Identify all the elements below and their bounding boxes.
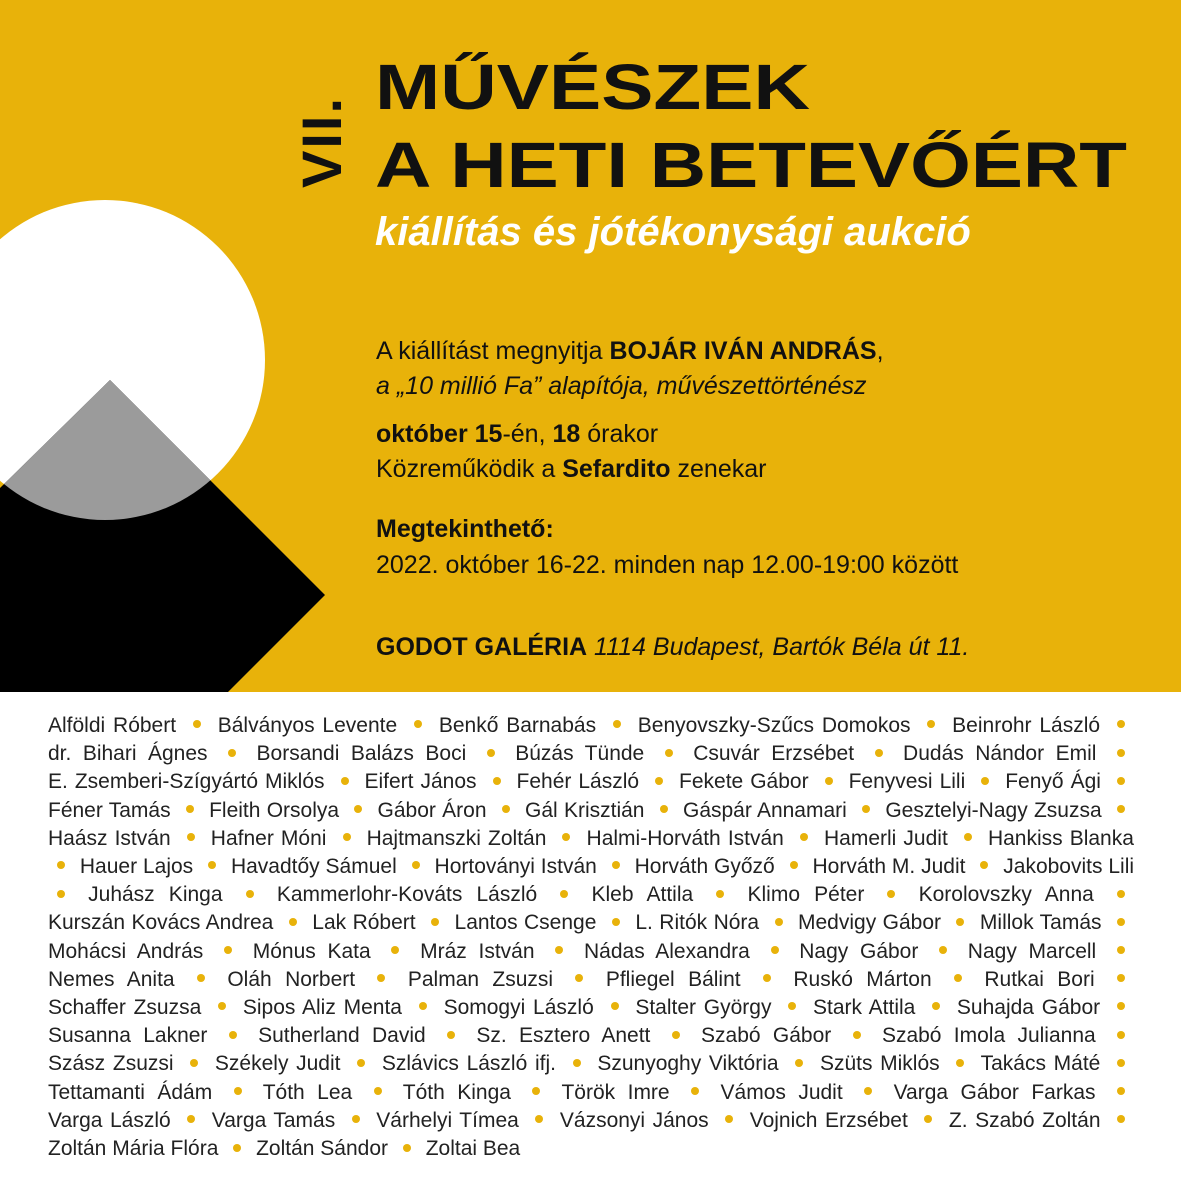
subtitle: kiállítás és jótékonysági aukció: [375, 210, 971, 254]
artist-name: Jakobovits Lili: [1003, 855, 1135, 879]
artist-name: Zoltai Bea: [425, 1137, 521, 1161]
bullet-separator: [981, 777, 989, 785]
artist-name: Hortoványi István: [434, 855, 597, 879]
artist-name: Varga Tamás: [211, 1108, 336, 1132]
artist-name: Szász Zsuzsi: [48, 1052, 174, 1076]
artist-name: Palman Zsuzsi: [407, 967, 554, 991]
artist-name: Sutherland David: [258, 1024, 426, 1048]
bullet-separator: [924, 1115, 932, 1123]
bullet-separator: [864, 1087, 872, 1095]
bullet-separator: [1117, 1059, 1125, 1067]
bullet-separator: [655, 777, 663, 785]
bullet-separator: [725, 1115, 733, 1123]
bullet-separator: [790, 861, 798, 869]
bullet-separator: [377, 974, 385, 982]
artist-name: Havadtőy Sámuel: [230, 855, 397, 879]
bullet-separator: [535, 1115, 543, 1123]
bullet-separator: [1117, 1031, 1125, 1039]
bullet-separator: [956, 1059, 964, 1067]
bullet-separator: [853, 1031, 861, 1039]
bullet-separator: [208, 861, 216, 869]
artist-name: Hauer Lajos: [79, 855, 194, 879]
bullet-separator: [341, 777, 349, 785]
venue-name: GODOT GALÉRIA: [376, 633, 588, 661]
artist-name: Horváth Győző: [634, 855, 775, 879]
bullet-separator: [414, 720, 422, 728]
artist-name: Fekete Gábor: [679, 770, 809, 794]
bullet-separator: [771, 946, 779, 954]
opening-speaker-suffix: ,: [876, 337, 884, 365]
edition-number: VII.: [290, 95, 353, 188]
bullet-separator: [660, 805, 668, 813]
artist-name: Benkő Barnabás: [438, 714, 597, 737]
bullet-separator: [352, 1115, 360, 1123]
title-line-2: A HETI BETEVŐÉRT: [375, 129, 1127, 201]
artist-name: Takács Máté: [980, 1052, 1101, 1076]
artist-name: Tóth Lea: [262, 1080, 353, 1104]
bullet-separator: [612, 861, 620, 869]
bullet-separator: [980, 861, 988, 869]
artist-name: Török Imre: [561, 1080, 670, 1104]
bullet-separator: [1117, 946, 1125, 954]
bullet-separator: [612, 918, 620, 926]
bullet-separator: [1117, 749, 1125, 757]
artist-name: Stark Attila: [813, 996, 916, 1020]
title-line-1: MŰVÉSZEK: [375, 51, 810, 123]
bullet-separator: [875, 749, 883, 757]
artist-name: Gábor Áron: [377, 798, 487, 822]
bullet-separator: [197, 974, 205, 982]
bullet-separator: [1117, 777, 1125, 785]
artist-name: Sipos Aliz Menta: [242, 996, 402, 1020]
artist-name: Alföldi Róbert: [48, 714, 177, 737]
artist-name: Klimo Péter: [747, 883, 865, 907]
bullet-separator: [613, 720, 621, 728]
bullet-separator: [218, 1002, 226, 1010]
opening-time: 18: [552, 420, 581, 448]
artist-name: Medvigy Gábor: [798, 911, 942, 935]
artist-name: Juhász Kinga: [88, 883, 223, 907]
bullet-separator: [391, 946, 399, 954]
bullet-separator: [672, 1031, 680, 1039]
bullet-separator: [234, 1087, 242, 1095]
artist-name: Pfliegel Bálint: [605, 967, 741, 991]
bullet-separator: [224, 946, 232, 954]
artist-name: Tóth Kinga: [402, 1080, 511, 1104]
bullet-separator: [246, 890, 254, 898]
bullet-separator: [419, 1002, 427, 1010]
artist-name: Fenyvesi Lili: [848, 770, 966, 794]
artist-name: Benyovszky-Szűcs Domokos: [637, 714, 911, 737]
artist-name: Halmi-Horváth István: [586, 826, 784, 850]
artist-name: Haász István: [48, 826, 171, 850]
bullet-separator: [939, 946, 947, 954]
artist-name: Székely Judit: [214, 1052, 341, 1076]
artist-name: Lantos Csenge: [454, 911, 597, 935]
band-name: Sefardito: [562, 455, 671, 483]
bullet-separator: [795, 1059, 803, 1067]
speaker-role: a „10 millió Fa” alapítója, művészettörténész: [376, 372, 867, 400]
artist-name: Gál Krisztián: [525, 798, 645, 822]
artist-name: Hamerli Judit: [824, 826, 948, 850]
bullet-separator: [57, 861, 65, 869]
artist-name: Suhajda Gábor: [956, 996, 1101, 1020]
bullet-separator: [691, 1087, 699, 1095]
bullet-separator: [289, 918, 297, 926]
bullet-separator: [575, 974, 583, 982]
artist-name: L. Ritók Nóra: [635, 911, 760, 935]
artist-name: Féner Tamás: [48, 798, 171, 822]
bullet-separator: [1117, 890, 1125, 898]
artist-name: Hafner Móni: [210, 826, 327, 850]
bullet-separator: [825, 777, 833, 785]
artist-name: Horváth M. Judit: [812, 855, 966, 879]
artist-name: Várhelyi Tímea: [376, 1108, 519, 1132]
artist-name: Tettamanti Ádám: [48, 1080, 213, 1104]
bullet-separator: [788, 1002, 796, 1010]
artist-name: Eifert János: [364, 770, 477, 794]
bullet-separator: [573, 1059, 581, 1067]
artist-name: Vámos Judit: [720, 1080, 843, 1104]
opening-date: október 15-én, 18 órakor: [376, 420, 659, 448]
bullet-separator: [493, 777, 501, 785]
opening-intro: A kiállítást megnyitja: [376, 337, 610, 365]
artist-name: Szlávics László ifj.: [381, 1052, 556, 1076]
bullet-separator: [927, 720, 935, 728]
artist-name: E. Zsemberi-Szígyártó Miklós: [48, 770, 325, 794]
artist-name: Fleith Orsolya: [209, 798, 340, 822]
artist-name: Borsandi Balázs Boci: [256, 742, 467, 766]
bullet-separator: [487, 749, 495, 757]
bullet-separator: [447, 1031, 455, 1039]
bullet-separator: [532, 1087, 540, 1095]
music-line: Közreműködik a Sefardito zenekar: [376, 455, 767, 483]
bullet-separator: [562, 833, 570, 841]
artist-name: Ruskó Márton: [793, 967, 932, 991]
artist-name: Csuvár Erzsébet: [693, 742, 855, 766]
artist-name: Nemes Anita: [48, 967, 175, 991]
bullet-separator: [763, 974, 771, 982]
artist-name: Lak Róbert: [312, 911, 416, 935]
artist-name: Zoltán Mária Flóra: [48, 1137, 219, 1161]
viewing-dates: 2022. október 16-22. minden nap 12.00-19:00 között: [376, 551, 959, 579]
artist-name: Susanna Lakner: [48, 1024, 208, 1048]
bullet-separator: [229, 1031, 237, 1039]
artist-name: Stalter György: [635, 996, 772, 1020]
artist-name: Gesztelyi-Nagy Zsuzsa: [885, 798, 1102, 822]
bullet-separator: [228, 749, 236, 757]
artist-name: Szabó Imola Julianna: [881, 1024, 1096, 1048]
artist-name: Fehér László: [516, 770, 640, 794]
bullet-separator: [932, 1002, 940, 1010]
artist-name: Szüts Miklós: [819, 1052, 940, 1076]
venue-line: [376, 631, 969, 663]
bullet-separator: [1117, 720, 1125, 728]
artist-name: Hajtmanszki Zoltán: [366, 826, 547, 850]
artist-name: Vázsonyi János: [559, 1108, 709, 1132]
artist-name: Kurszán Kovács Andrea: [48, 911, 274, 935]
opening-date-month: október 15: [376, 420, 503, 448]
artist-name: Millok Tamás: [979, 911, 1102, 935]
artist-name: Nádas Alexandra: [583, 939, 750, 963]
bullet-separator: [1117, 1115, 1125, 1123]
artist-name: Búzás Tünde: [515, 742, 645, 766]
bullet-separator: [665, 749, 673, 757]
bullet-separator: [412, 861, 420, 869]
artist-name: Z. Szabó Zoltán: [948, 1108, 1101, 1132]
bullet-separator: [555, 946, 563, 954]
artist-name: Beinrohr László: [952, 714, 1101, 737]
bullet-separator: [343, 833, 351, 841]
bullet-separator: [431, 918, 439, 926]
artist-name: Varga Gábor Farkas: [893, 1080, 1096, 1104]
artist-name: Varga László: [48, 1108, 171, 1132]
bullet-separator: [186, 805, 194, 813]
bullet-separator: [887, 890, 895, 898]
bullet-separator: [964, 833, 972, 841]
artist-list: [48, 712, 1134, 1163]
artist-name: Mohácsi András: [48, 939, 204, 963]
bullet-separator: [57, 890, 65, 898]
bullet-separator: [1117, 918, 1125, 926]
bullet-separator: [1117, 805, 1125, 813]
artist-name: Fenyő Ági: [1005, 770, 1101, 794]
artist-name: Rutkai Bori: [984, 967, 1095, 991]
artist-name: Szunyoghy Viktória: [597, 1052, 779, 1076]
artist-name: Mónus Kata: [252, 939, 371, 963]
artist-name: Korolovszky Anna: [918, 883, 1094, 907]
artist-name: Kleb Attila: [591, 883, 694, 907]
bullet-separator: [775, 918, 783, 926]
artist-name: Somogyi László: [443, 996, 594, 1020]
bullet-separator: [357, 1059, 365, 1067]
bullet-separator: [502, 805, 510, 813]
bullet-separator: [190, 1059, 198, 1067]
artist-name: Hankiss Blanka: [987, 826, 1134, 850]
bullet-separator: [862, 805, 870, 813]
bullet-separator: [716, 890, 724, 898]
bullet-separator: [374, 1087, 382, 1095]
artist-name: Kammerlohr-Kováts László: [276, 883, 538, 907]
artist-name: Gáspár Annamari: [682, 798, 847, 822]
artist-name: Sz. Esztero Anett: [476, 1024, 651, 1048]
artist-name: Mráz István: [420, 939, 535, 963]
bullet-separator: [193, 720, 201, 728]
artist-name: Dudás Nándor Emil: [903, 742, 1097, 766]
artist-name: Schaffer Zsuzsa: [48, 996, 202, 1020]
venue-address: 1114 Budapest, Bartók Béla út 11.: [587, 633, 970, 661]
bullet-separator: [954, 974, 962, 982]
bullet-separator: [560, 890, 568, 898]
bullet-separator: [611, 1002, 619, 1010]
bullet-separator: [354, 805, 362, 813]
opening-line: [376, 335, 884, 367]
artist-name: Oláh Norbert: [227, 967, 356, 991]
viewing-label: Megtekinthető:: [376, 515, 554, 543]
bullet-separator: [1117, 1087, 1125, 1095]
artist-name: Zoltán Sándor: [256, 1137, 388, 1161]
bullet-separator: [187, 1115, 195, 1123]
artist-name: Szabó Gábor: [701, 1024, 832, 1048]
opening-speaker: BOJÁR IVÁN ANDRÁS: [609, 337, 877, 365]
artist-name: Nagy Marcell: [967, 939, 1097, 963]
bullet-separator: [956, 918, 964, 926]
artist-name: Nagy Gábor: [799, 939, 919, 963]
bullet-separator: [1117, 1002, 1125, 1010]
artist-name: Vojnich Erzsébet: [749, 1108, 908, 1132]
bullet-separator: [800, 833, 808, 841]
bullet-separator: [403, 1144, 411, 1152]
bullet-separator: [187, 833, 195, 841]
bullet-separator: [233, 1144, 241, 1152]
bullet-separator: [1117, 974, 1125, 982]
artist-name: dr. Bihari Ágnes: [48, 742, 208, 766]
artist-name: Bálványos Levente: [217, 714, 398, 737]
